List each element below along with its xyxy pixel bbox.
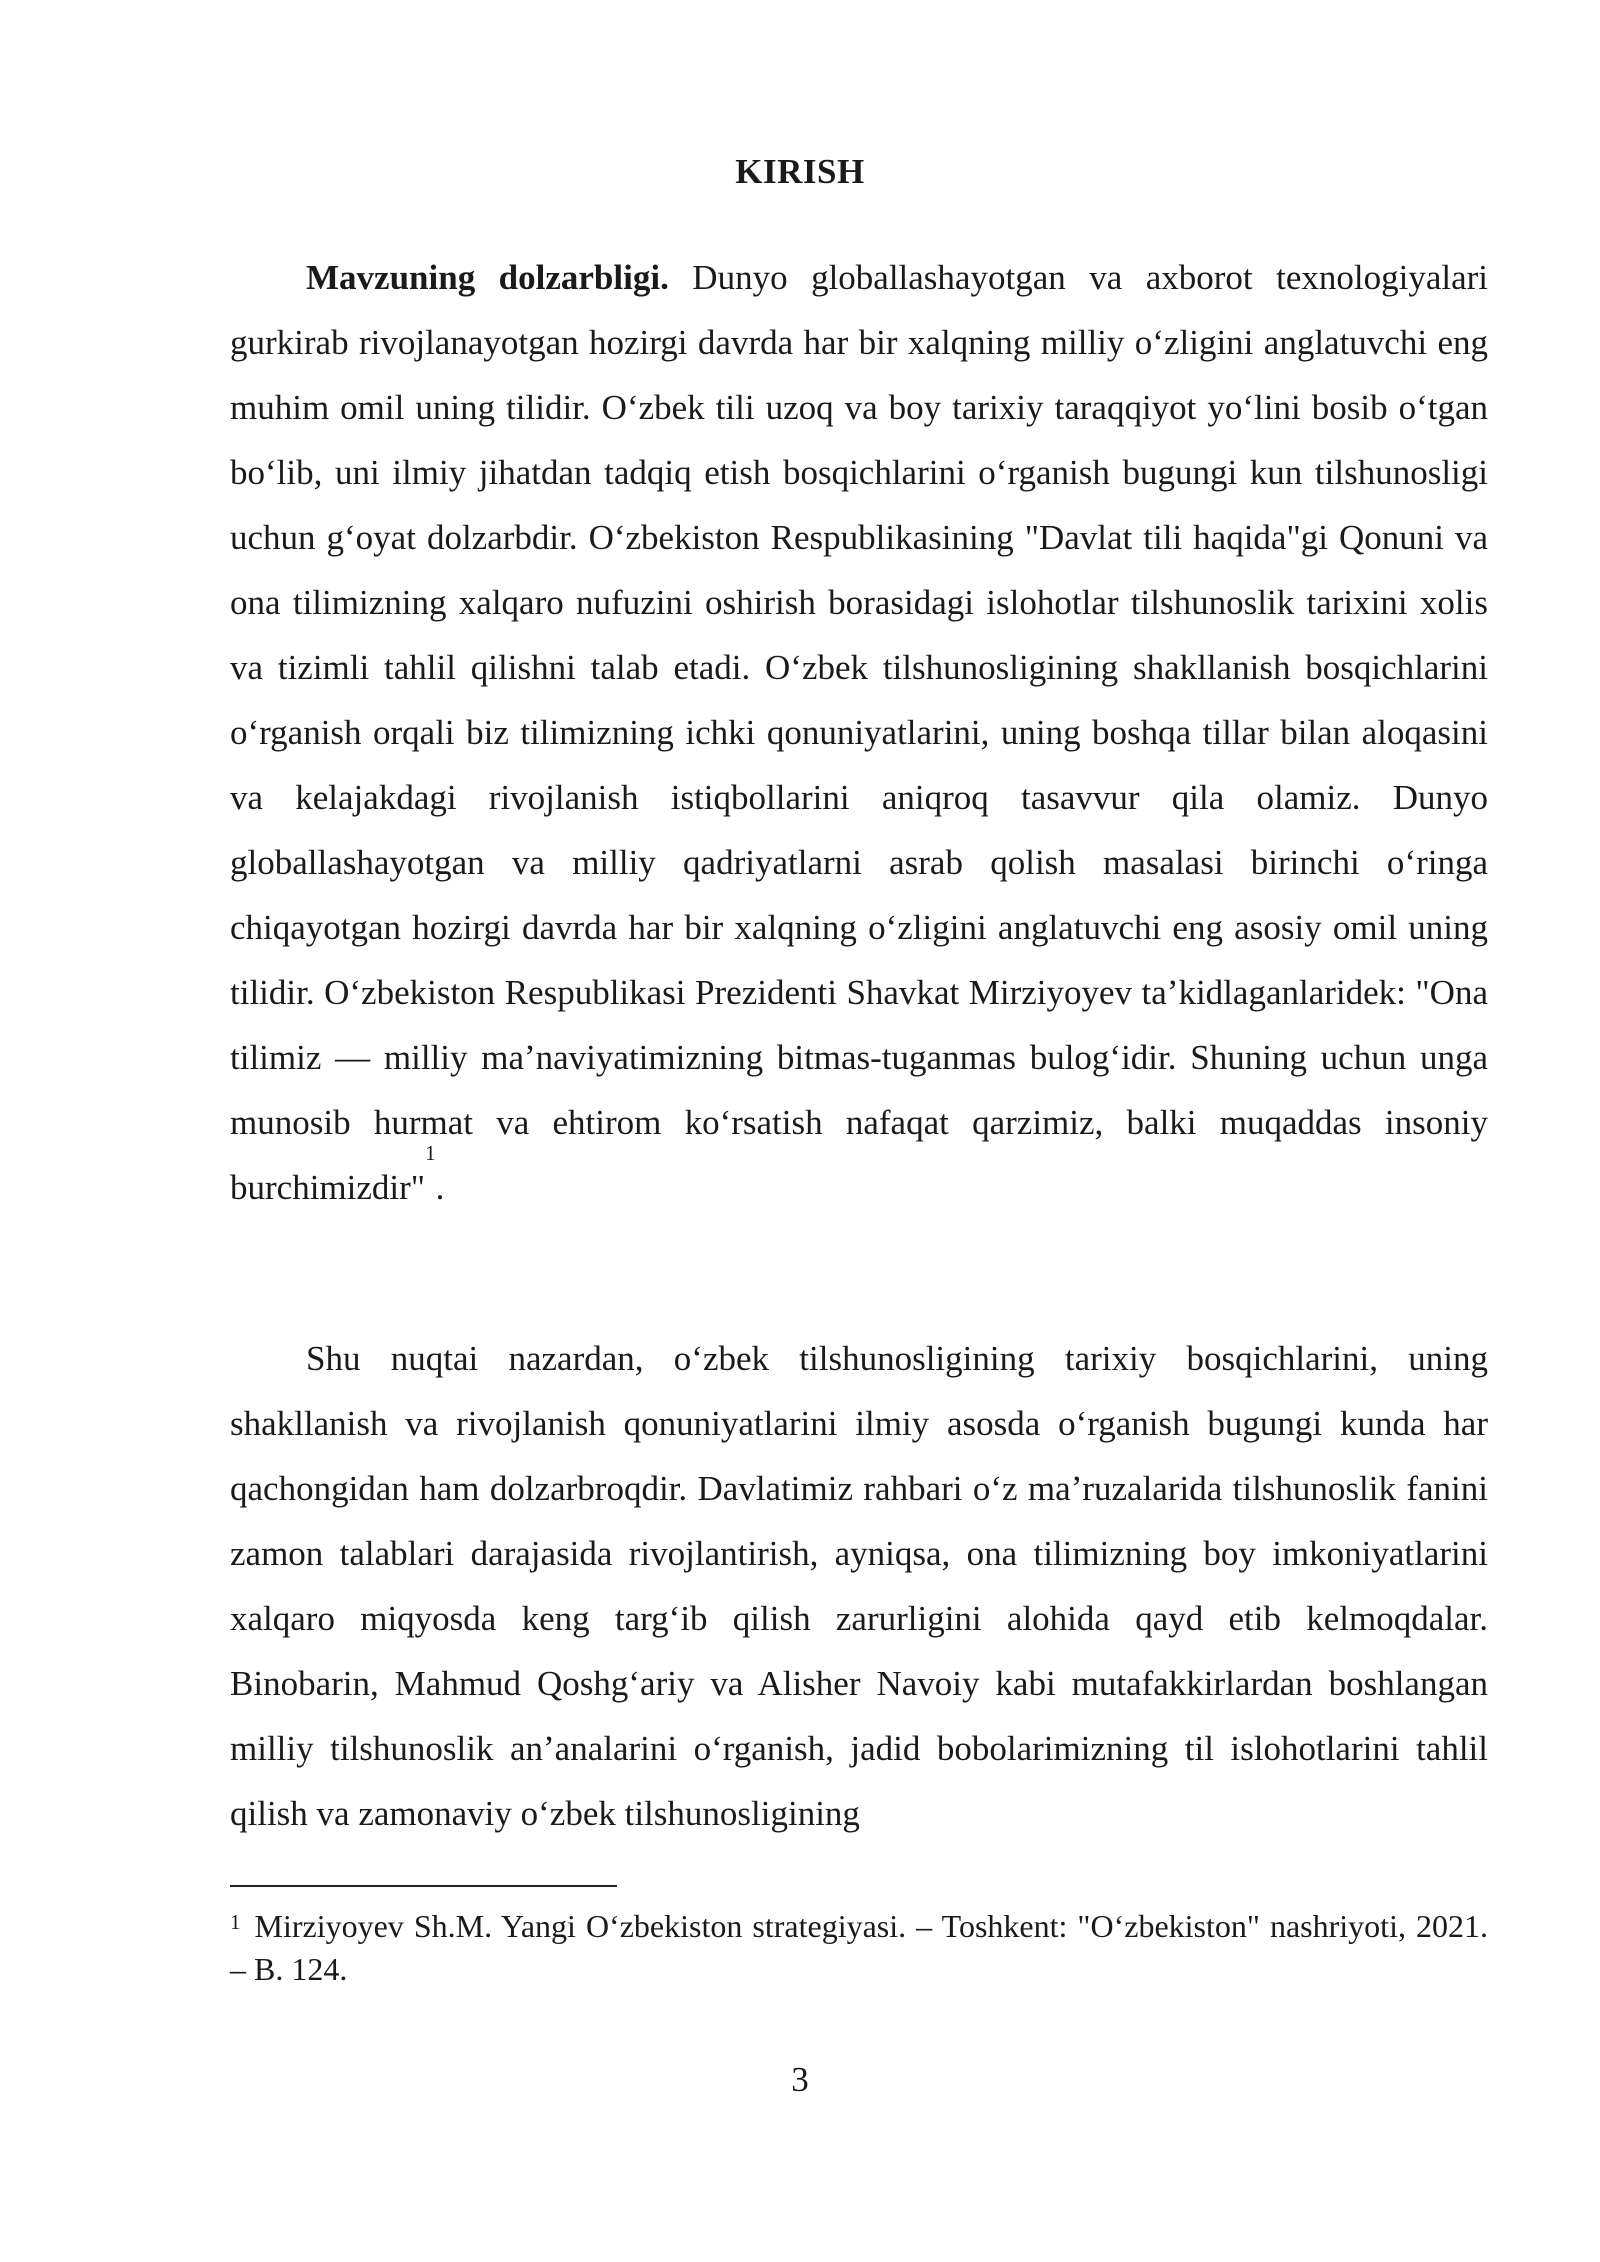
footnote — [230, 1905, 1488, 1991]
paragraph-1-tail: . — [435, 1168, 445, 1207]
page-number: 3 — [791, 2060, 809, 2099]
footnote-reference[interactable]: 1 — [425, 1141, 436, 1165]
paragraph-1-text: Dunyo globallashayotgan va axborot texnologiyalari gurkirab rivojlanayotgan hozirgi davrda har bir xalqning milliy oʻzligini anglatuvchi eng muhim omil uning tilidir. Oʻzbek tili uzoq va boy tarixiy taraqqiyot yoʻlini bosib oʻtgan boʻlib, uni ilmiy jihatdan tadqiq etish bosqichlarini oʻrganish bugungi kun tilshunosligi uchun gʻoyat dolzarbdir. Oʻzbekiston Respublikasining "Davlat tili haqida"gi Qonuni va ona tilimizning xalqaro nufuzini oshirish borasidagi islohotlar tilshunoslik tarixini xolis va tizimli tahlil qilishni talab etadi. Oʻzbek tilshunosligining shakllanish bosqichlarini oʻrganish orqali biz tilimizning ichki qonuniyatlarini, uning boshqa tillar bilan aloqasini va kelajakdagi rivojlanish istiqbollarini aniqroq tasavvur qila olamiz. Dunyo globallashayotgan va milliy qadriyatlarni asrab qolish masalasi birinchi oʻringa chiqayotgan hozirgi davrda har bir xalqning oʻzligini anglatuvchi eng asosiy omil uning tilidir. Oʻzbekiston Respublikasi Prezidenti Shavkat Mirziyoyev taʼkidlaganlaridek: "Ona tilimiz — milliy maʼnaviyatimizning bitmas-tuganmas bulogʻidir. Shuning uchun unga munosib hurmat va ehtirom koʻrsatish nafaqat qarzimiz, balki muqaddas insoniy burchimizdir" — [230, 258, 1488, 1207]
footnote-number: 1 — [230, 1910, 241, 1934]
footnote-separator — [230, 1885, 617, 1887]
body-paragraph-1 — [230, 245, 1488, 1220]
section-heading: KIRISH — [735, 152, 865, 191]
body-paragraph-2: Shu nuqtai nazardan, oʻzbek tilshunosligining tarixiy bosqichlarini, uning shakllanish va rivojlanish qonuniyatlarini ilmiy asosda oʻrganish bugungi kunda har qachongidan ham dolzarbroqdir. Davlatimiz rahbari oʻz maʼruzalarida tilshunoslik fanini zamon talablari darajasida rivojlantirish, ayniqsa, ona tilimizning boy imkoniyatlarini xalqaro miqyosda keng targʻib qilish zarurligini alohida qayd etib kelmoqdalar. Binobarin, Mahmud Qoshgʻariy va Alisher Navoiy kabi mutafakkirlardan boshlangan milliy tilshunoslik anʼanalarini oʻrganish, jadid bobolarimizning til islohotlarini tahlil qilish va zamonaviy oʻzbek tilshunosligining — [230, 1339, 1488, 1833]
paragraph-lead-bold: Mavzuning dolzarbligi. — [306, 258, 669, 297]
footnote-text: Mirziyoyev Sh.M. Yangi Oʻzbekiston strategiyasi. – Toshkent: "Oʻzbekiston" nashriyoti, 2021. – B. 124. — [230, 1908, 1488, 1987]
